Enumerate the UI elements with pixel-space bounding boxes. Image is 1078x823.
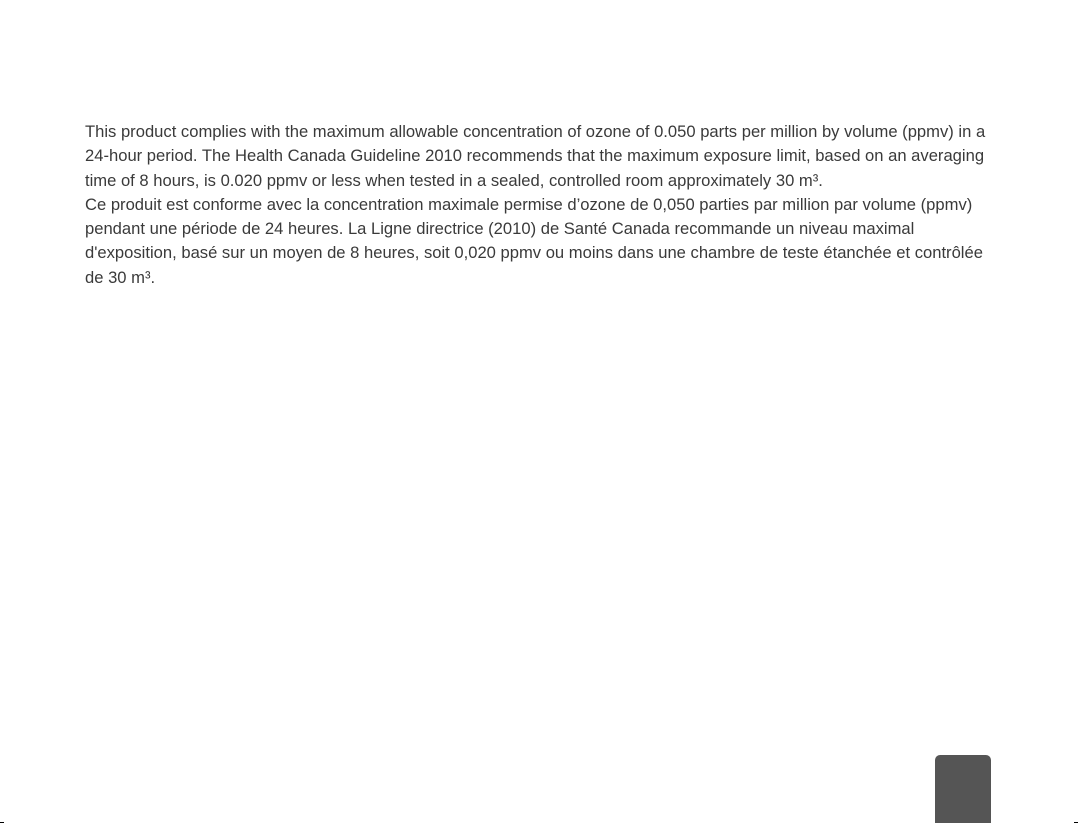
paragraph-french: Ce produit est conforme avec la concentration maximale permise d’ozone de 0,050 parties par million par volume (ppmv) pendant une période de 24 heures. La Ligne directrice (2010) de Santé Canada recommande un niveau maximal d'exposition, basé sur un moyen de 8 heures, soit 0,020 ppmv ou moins dans une chambre de teste étanchée et contrôlée de 30 m³.	[85, 194, 983, 287]
ozone-compliance-notice	[85, 120, 990, 290]
page-number-tab	[935, 755, 991, 823]
paragraph-english: This product complies with the maximum allowable concentration of ozone of 0.050 parts per million by volume (ppmv) in a 24-hour period. The Health Canada Guideline 2010 recommends that the maximum exposure limit, based on an averaging time of 8 hours, is 0.020 ppmv or less when tested in a sealed, controlled room approximately 30 m³.	[85, 122, 986, 190]
